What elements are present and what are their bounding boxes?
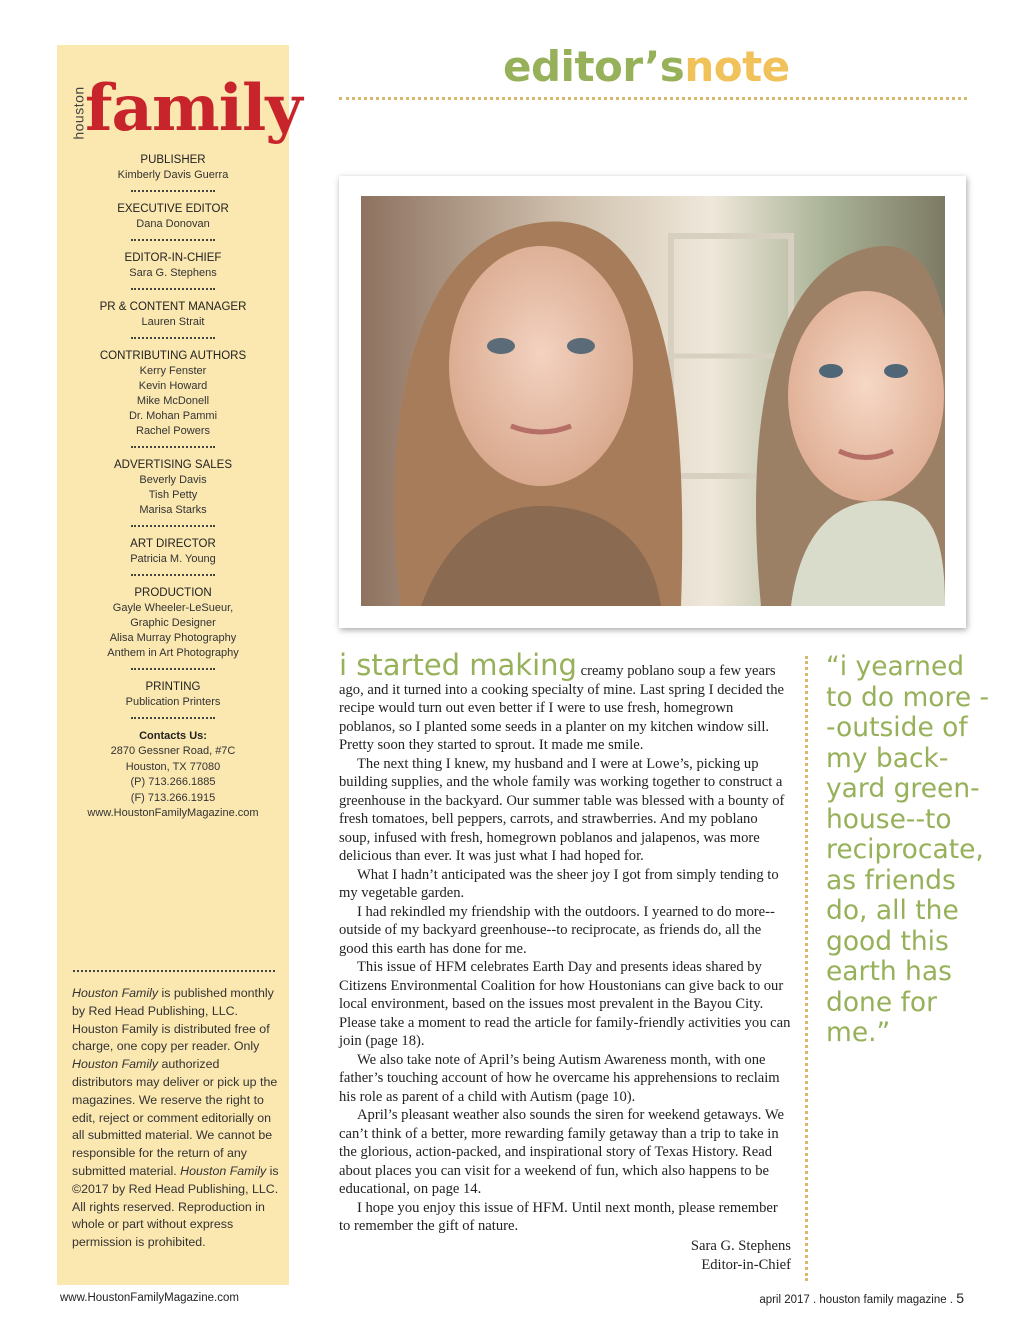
staff-name: Publication Printers xyxy=(125,696,221,708)
divider xyxy=(339,97,967,100)
staff-block xyxy=(57,537,289,567)
section-title: editor’snote xyxy=(503,42,790,91)
article-paragraph: What I hadn’t anticipated was the sheer joy I got from simply tending to my vegetable garden. xyxy=(339,866,779,901)
staff-title: ADVERTISING SALES xyxy=(113,459,233,471)
publication-disclaimer: Houston Family is published monthly by Red Head Publishing, LLC. Houston Family is distributed free of charge, one copy per reader. Only Houston Family authorized distributors may deliver or pick up the magazines. We reserve the right to edit, reject or comment editorially on all submitted material. We cannot be responsible for the return of any submitted material. Houston Family is ©2017 by Red Head Publishing, LLC. All rights reserved. Reproduction in whole or part without express permission is prohibited. xyxy=(72,986,279,1250)
divider xyxy=(131,717,215,719)
article-paragraph: April’s pleasant weather also sounds the siren for weekend getaways. We can’t think of a better, more rewarding family getaway than a trip to take in the glorious, action-packed, and inspirational story of Texas History. Read about places you can visit for a weekend of fun, which also happens to be educational, on page 14. xyxy=(339,1107,784,1197)
divider xyxy=(73,970,275,972)
staff-block xyxy=(57,349,289,439)
staff-name: Dana Donovan xyxy=(136,218,210,230)
staff-name: Gayle Wheeler-LeSueur, xyxy=(112,602,234,614)
masthead-city: houston xyxy=(70,86,87,140)
staff-name: Graphic Designer xyxy=(130,617,216,629)
staff-name: Kimberly Davis Guerra xyxy=(117,169,229,181)
staff-list xyxy=(57,153,289,829)
photo-illustration xyxy=(361,196,945,606)
staff-block xyxy=(57,680,289,710)
staff-name: Kevin Howard xyxy=(138,380,208,392)
article-paragraph: The next thing I knew, my husband and I were at Lowe’s, picking up building supplies, and the whole family was working together to construct a greenhouse in the backyard. Our summer table was blessed with a bounty of fresh tomatoes, bell peppers, carrots, and strawberries. And my poblano soup, infused with fresh, homegrown poblanos and jalapenos, was more delicious than ever. It was just what I had hoped for. xyxy=(339,755,785,864)
contact-block xyxy=(57,729,289,822)
divider xyxy=(131,446,215,448)
article-paragraph: This issue of HFM celebrates Earth Day and presents ideas shared by Citizens Environmental Coalition for how Houstonians can give back to our local environment, based on the issues most prevalent in the Bayou City. Please take a moment to read the article for family-friendly activities you can join (page 18). xyxy=(339,959,791,1049)
staff-block xyxy=(57,458,289,518)
staff-title: EXECUTIVE EDITOR xyxy=(117,203,229,215)
staff-name: Marisa Starks xyxy=(139,504,207,516)
divider xyxy=(805,656,808,1281)
article-paragraph: i started making creamy poblano soup a few years ago, and it turned into a cooking specialty of mine. Last spring I decided the recipe would turn out even better if I were to use fresh, homegrown poblanos, so I planted some seeds in a planter on my kitchen window sill. Pretty soon they started to sprout. It made me smile. xyxy=(339,648,784,753)
editor-photo xyxy=(361,196,945,606)
article-lead: i started making xyxy=(339,648,577,682)
staff-title: PUBLISHER xyxy=(140,154,206,166)
staff-title: ART DIRECTOR xyxy=(130,538,216,550)
footer-website[interactable]: www.HoustonFamilyMagazine.com xyxy=(60,1292,239,1304)
masthead-logo xyxy=(69,71,302,155)
masthead-sidebar xyxy=(57,45,302,1285)
contact-line: (F) 713.266.1915 xyxy=(130,791,216,804)
staff-block xyxy=(57,300,289,330)
staff-title: EDITOR-IN-CHIEF xyxy=(124,252,222,264)
pull-quote: “i yearned to do more --outside of my back-yard green-house--to reciprocate, as friends do, all the good this earth has done for me.” xyxy=(826,651,990,1048)
page-number: 5 xyxy=(956,1290,964,1306)
contact-line: Houston, TX 77080 xyxy=(125,760,221,773)
footer-folio: april 2017 . houston family magazine . 5 xyxy=(759,1290,964,1306)
staff-block xyxy=(57,202,289,232)
staff-block xyxy=(57,153,289,183)
divider xyxy=(131,574,215,576)
divider xyxy=(131,288,215,290)
signature-title: Editor-in-Chief xyxy=(701,1257,791,1273)
staff-name: Patricia M. Young xyxy=(130,553,216,565)
staff-name: Lauren Strait xyxy=(141,316,205,328)
staff-title: PR & CONTENT MANAGER xyxy=(99,301,247,313)
staff-name: Beverly Davis xyxy=(139,474,207,486)
staff-block xyxy=(57,586,289,661)
staff-title: PRODUCTION xyxy=(134,587,212,599)
staff-name: Tish Petty xyxy=(148,489,198,501)
divider xyxy=(131,190,215,192)
divider xyxy=(131,668,215,670)
staff-name: Rachel Powers xyxy=(136,425,210,437)
signature-name: Sara G. Stephens xyxy=(690,1237,791,1254)
photo-frame xyxy=(339,176,966,628)
article-paragraph: We also take note of April’s being Autism Awareness month, with one father’s touching account of how he overcame his apprehensions to reclaim his role as parent of a child with Autism (page 10). xyxy=(339,1051,780,1105)
contact-line: 2870 Gessner Road, #7C xyxy=(110,745,236,757)
article-paragraph: I hope you enjoy this issue of HFM. Until next month, please remember to remember the gift of nature. xyxy=(339,1199,778,1234)
staff-name: Dr. Mohan Pammi xyxy=(128,410,218,422)
contact-line: (P) 713.266.1885 xyxy=(130,776,216,788)
article-paragraph: I had rekindled my friendship with the outdoors. I yearned to do more--outside of my backyard greenhouse--to reciprocate, as friends do, all the good this earth has done for me. xyxy=(339,903,775,957)
divider xyxy=(131,525,215,527)
staff-name: Sara G. Stephens xyxy=(129,267,217,279)
staff-block xyxy=(57,251,289,281)
contact-website[interactable]: www.HoustonFamilyMagazine.com xyxy=(87,807,259,819)
staff-title: CONTRIBUTING AUTHORS xyxy=(99,350,247,362)
masthead-name: family xyxy=(85,71,302,146)
staff-name: Kerry Fenster xyxy=(139,365,207,377)
staff-title: PRINTING xyxy=(145,681,201,693)
contact-title: Contacts Us: xyxy=(139,730,207,742)
divider xyxy=(131,337,215,339)
editors-letter xyxy=(339,650,791,1275)
divider xyxy=(131,239,215,241)
staff-name: Alisa Murray Photography xyxy=(109,632,237,644)
staff-name: Anthem in Art Photography xyxy=(107,647,239,659)
staff-name: Mike McDonell xyxy=(136,395,210,407)
